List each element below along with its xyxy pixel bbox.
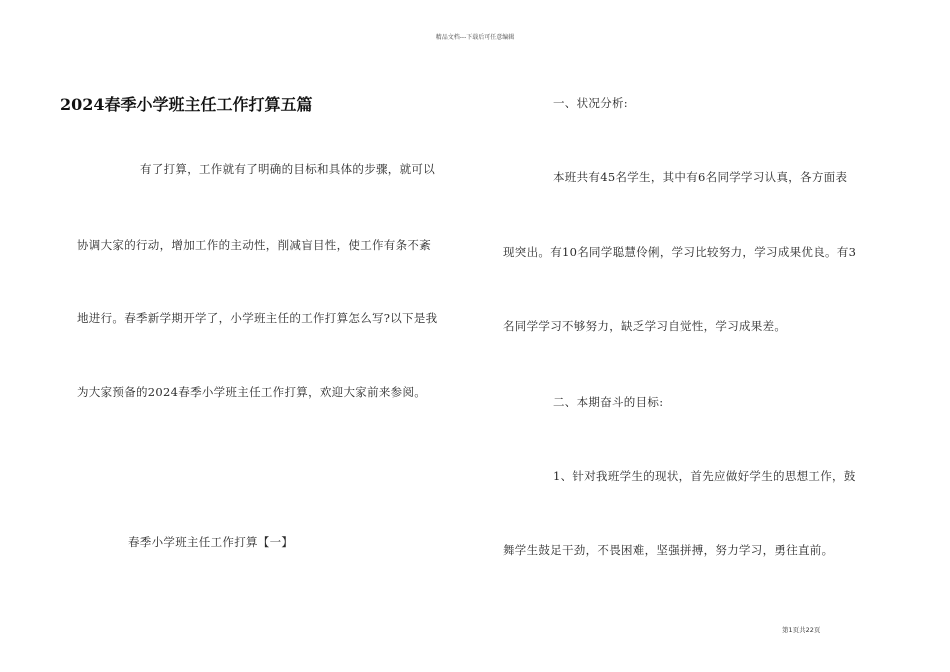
- right-paragraph-line-2: 现突出。有10名同学聪慧伶俐，学习比较努力，学习成果优良。有3: [503, 245, 857, 259]
- left-paragraph-line-1: 有了打算，工作就有了明确的目标和具体的步骤，就可以: [140, 162, 435, 176]
- header-note: 精品文档---下载后可任意编辑: [435, 34, 515, 41]
- right-paragraph-line-4: 1、针对我班学生的现状，首先应做好学生的思想工作，鼓: [553, 469, 856, 483]
- left-paragraph-line-2: 协调大家的行动，增加工作的主动性，削减盲目性，使工作有条不紊: [77, 238, 431, 252]
- left-paragraph-line-3: 地进行。春季新学期开学了，小学班主任的工作打算怎么写?以下是我: [77, 311, 438, 325]
- left-paragraph-line-4: 为大家预备的2024春季小学班主任工作打算，欢迎大家前来参阅。: [77, 385, 427, 399]
- right-paragraph-line-3: 名同学学习不够努力，缺乏学习自觉性，学习成果差。: [503, 319, 787, 333]
- document-title: 2024春季小学班主任工作打算五篇: [60, 95, 313, 114]
- page-number: 第1页共22页: [782, 626, 821, 634]
- right-heading-situation-analysis: 一、状况分析:: [553, 96, 628, 110]
- right-paragraph-line-5: 舞学生鼓足干劲，不畏困难，坚强拼搏，努力学习，勇往直前。: [503, 543, 834, 557]
- right-paragraph-line-1: 本班共有45名学生，其中有6名同学学习认真，各方面表: [553, 170, 848, 184]
- right-heading-term-goals: 二、本期奋斗的目标:: [553, 395, 664, 409]
- section-heading-plan-one: 春季小学班主任工作打算【一】: [128, 535, 294, 549]
